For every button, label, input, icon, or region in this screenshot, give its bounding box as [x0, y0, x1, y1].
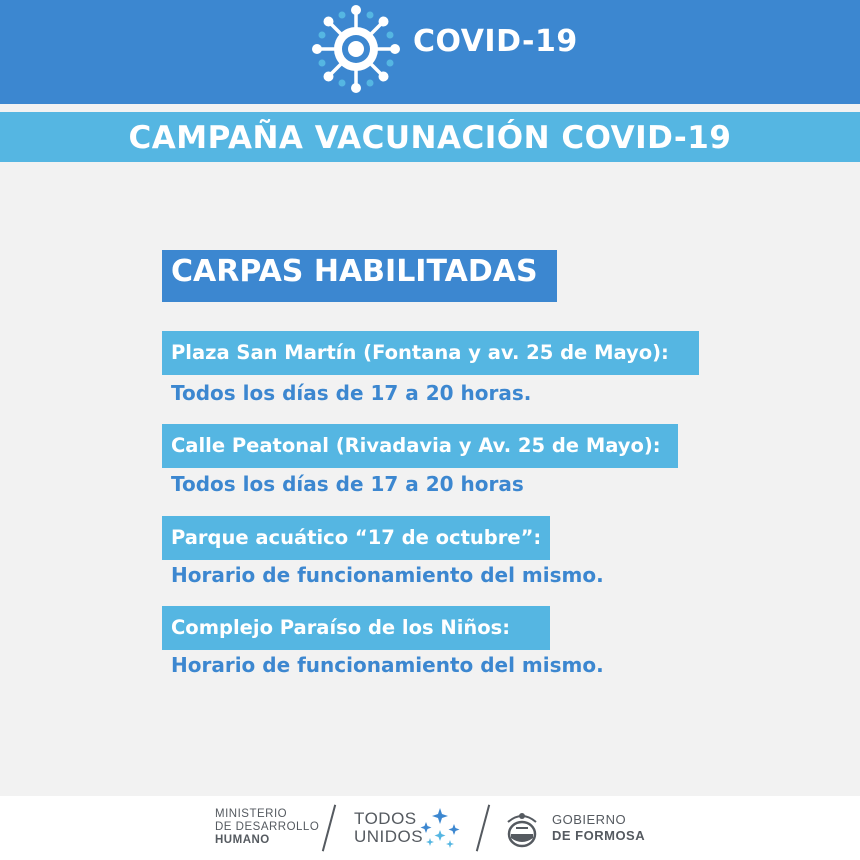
- campaign-title: CAMPAÑA VACUNACIÓN COVID-19: [128, 120, 732, 156]
- government-line-2: DE FORMOSA: [552, 828, 646, 843]
- location-name: Parque acuático “17 de octubre”:: [162, 516, 550, 560]
- section-heading: CARPAS HABILITADAS: [171, 254, 538, 289]
- ministry-line-2: DE DESARROLLO: [215, 821, 320, 833]
- stars-icon: [418, 806, 462, 850]
- coat-of-arms-icon: [504, 808, 540, 848]
- todos-line-1: TODOS: [354, 809, 417, 828]
- location-hours: Horario de funcionamiento del mismo.: [171, 653, 604, 677]
- location-hours: Horario de funcionamiento del mismo.: [171, 563, 604, 587]
- ministry-line-3: HUMANO: [215, 834, 270, 846]
- location-name: Calle Peatonal (Rivadavia y Av. 25 de Mayo):: [162, 424, 678, 468]
- todos-line-2: UNIDOS: [354, 827, 424, 846]
- brand-title: COVID-19: [413, 24, 578, 59]
- government-line-1: GOBIERNO: [552, 812, 627, 827]
- location-name: Complejo Paraíso de los Niños:: [162, 606, 550, 650]
- virus-icon: [307, 0, 405, 98]
- ministry-line-1: MINISTERIO: [215, 808, 288, 820]
- banner-separator: [0, 104, 860, 112]
- location-name: Plaza San Martín (Fontana y av. 25 de Mayo):: [162, 331, 699, 375]
- location-hours: Todos los días de 17 a 20 horas.: [171, 381, 532, 405]
- location-hours: Todos los días de 17 a 20 horas: [171, 472, 524, 496]
